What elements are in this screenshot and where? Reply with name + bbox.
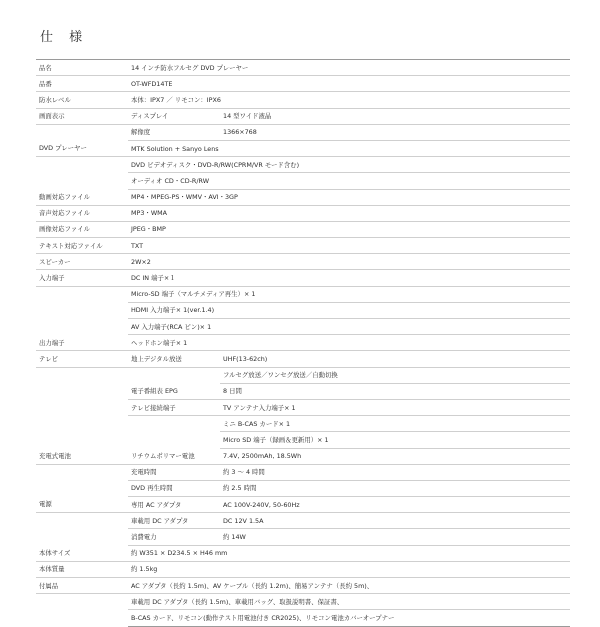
row-sublabel [128, 367, 220, 383]
row-value: 14 インチ防水フルセグ DVD プレーヤー [128, 60, 570, 76]
row-label: 本体サイズ [36, 545, 128, 561]
table-row [36, 561, 570, 577]
row-sublabel [128, 432, 220, 448]
row-sublabel: 地上デジタル放送 [128, 351, 220, 367]
table-row [36, 189, 570, 205]
table-row [36, 351, 570, 367]
row-label [36, 302, 128, 318]
row-value: MTK Solution + Sanyo Lens [128, 140, 570, 156]
table-row [36, 76, 570, 92]
row-sublabel: リチウムポリマー電池 [128, 448, 220, 464]
row-value: 14 型ワイド液晶 [220, 108, 570, 124]
row-value: Micro-SD 端子（マルチメディア再生）× 1 [128, 286, 570, 302]
row-label: 品名 [36, 60, 128, 76]
row-label: 動画対応ファイル [36, 189, 128, 205]
row-sublabel: 解像度 [128, 124, 220, 140]
row-label [36, 513, 128, 529]
row-value: Micro SD 端子（録画＆更新用）× 1 [220, 432, 570, 448]
row-sublabel: DVD 再生時間 [128, 480, 220, 496]
row-label: テキスト対応ファイル [36, 238, 128, 254]
table-row [36, 545, 570, 561]
table-row [36, 60, 570, 76]
row-sublabel: 専用 AC アダプタ [128, 497, 220, 513]
row-label [36, 383, 128, 399]
row-value: DVD ビデオディスク・DVD-R/RW(CPRM/VR モード含む) [128, 157, 570, 173]
row-label [36, 432, 128, 448]
table-row [36, 367, 570, 383]
table-row [36, 140, 570, 156]
row-sublabel: テレビ接続端子 [128, 399, 220, 415]
row-value: ミニ B-CAS カード× 1 [220, 416, 570, 432]
row-value: AV 入力端子(RCA ピン)× 1 [128, 319, 570, 335]
table-row [36, 92, 570, 108]
row-value: MP3・WMA [128, 205, 570, 221]
table-row [36, 610, 570, 626]
table-row [36, 480, 570, 496]
specifications-table-body [36, 60, 570, 627]
row-label: テレビ [36, 351, 128, 367]
row-value: JPEG・BMP [128, 221, 570, 237]
row-value: AC 100V-240V, 50-60Hz [220, 497, 570, 513]
table-row [36, 124, 570, 140]
row-label: 付属品 [36, 578, 128, 594]
table-row [36, 221, 570, 237]
table-row [36, 448, 570, 464]
row-value: フルセグ放送／ワンセグ放送／自動切換 [220, 367, 570, 383]
row-value: TV アンテナ入力端子× 1 [220, 399, 570, 415]
row-label [36, 529, 128, 545]
table-row [36, 416, 570, 432]
row-label: 画面表示 [36, 108, 128, 124]
table-row [36, 254, 570, 270]
row-value: 約 3 ～ 4 時間 [220, 464, 570, 480]
row-value: 7.4V, 2500mAh, 18.5Wh [220, 448, 570, 464]
row-value: 約 1.5kg [128, 561, 570, 577]
table-row [36, 108, 570, 124]
row-label: スピーカー [36, 254, 128, 270]
row-sublabel: 電子番組表 EPG [128, 383, 220, 399]
row-value: 約 W351 × D234.5 × H46 mm [128, 545, 570, 561]
row-value: DC IN 端子×１ [128, 270, 570, 286]
row-value: 2W×2 [128, 254, 570, 270]
table-row [36, 513, 570, 529]
page-title: 仕 様 [40, 30, 89, 45]
table-row [36, 432, 570, 448]
table-row [36, 205, 570, 221]
row-value: ヘッドホン端子× 1 [128, 335, 570, 351]
table-row [36, 383, 570, 399]
row-label [36, 173, 128, 189]
row-label: DVD プレーヤー [36, 140, 128, 156]
row-value: 約 14W [220, 529, 570, 545]
table-row [36, 578, 570, 594]
table-row [36, 302, 570, 318]
row-label: 充電式電池 [36, 448, 128, 464]
row-label [36, 124, 128, 140]
row-label: 電源 [36, 497, 128, 513]
table-row [36, 286, 570, 302]
row-label [36, 367, 128, 383]
row-label [36, 610, 128, 626]
row-value: 8 日間 [220, 383, 570, 399]
table-row [36, 594, 570, 610]
row-sublabel: 消費電力 [128, 529, 220, 545]
table-row [36, 173, 570, 189]
row-label: 防水レベル [36, 92, 128, 108]
row-label [36, 319, 128, 335]
row-value: DC 12V 1.5A [220, 513, 570, 529]
specifications-table [36, 59, 570, 627]
row-value: AC アダプタ（長約 1.5m)、AV ケーブル（長約 1.2m)、簡易アンテナ（長約 5m)、 [128, 578, 570, 594]
row-label [36, 480, 128, 496]
row-label: 入力端子 [36, 270, 128, 286]
row-value: OT-WFD14TE [128, 76, 570, 92]
row-label [36, 286, 128, 302]
row-label [36, 464, 128, 480]
row-value: 本体：IPX7 ／ リモコン：IPX6 [128, 92, 570, 108]
row-value: TXT [128, 238, 570, 254]
row-sublabel: 車載用 DC アダプタ [128, 513, 220, 529]
table-row [36, 464, 570, 480]
table-row [36, 157, 570, 173]
row-sublabel: 充電時間 [128, 464, 220, 480]
row-label [36, 416, 128, 432]
table-row [36, 270, 570, 286]
row-label: 品番 [36, 76, 128, 92]
table-row [36, 529, 570, 545]
table-row [36, 335, 570, 351]
row-value: 車載用 DC アダプタ（長約 1.5m)、車載用バッグ、取扱説明書、保証書、 [128, 594, 570, 610]
row-sublabel: ディスプレイ [128, 108, 220, 124]
table-row [36, 319, 570, 335]
row-label: 画像対応ファイル [36, 221, 128, 237]
table-row [36, 399, 570, 415]
row-label [36, 594, 128, 610]
row-value: UHF(13-62ch) [220, 351, 570, 367]
row-value: 1366×768 [220, 124, 570, 140]
row-label: 本体質量 [36, 561, 128, 577]
row-label [36, 157, 128, 173]
row-value: MP4・MPEG-PS・WMV・AVI・3GP [128, 189, 570, 205]
row-value: B-CAS カード、リモコン(動作テスト用電池付き CR2025)、リモコン電池カバーオープナー [128, 610, 570, 626]
row-value: オーディオ CD・CD-R/RW [128, 173, 570, 189]
row-label [36, 399, 128, 415]
table-row [36, 238, 570, 254]
row-value: HDMI 入力端子× 1(ver.1.4) [128, 302, 570, 318]
row-value: 約 2.5 時間 [220, 480, 570, 496]
row-label: 音声対応ファイル [36, 205, 128, 221]
row-sublabel [128, 416, 220, 432]
table-row [36, 497, 570, 513]
row-label: 出力端子 [36, 335, 128, 351]
